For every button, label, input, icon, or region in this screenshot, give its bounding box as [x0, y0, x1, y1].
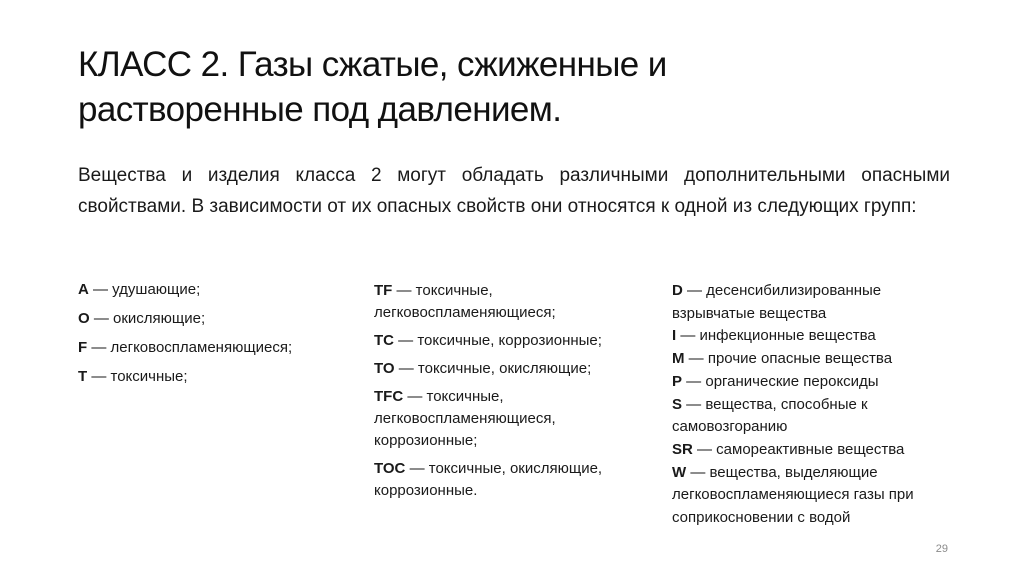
- group-description: — инфекционные вещества: [676, 327, 876, 345]
- group-column-1: [78, 280, 348, 396]
- group-description: — токсичные, легковоспламеняющиеся;: [374, 282, 556, 321]
- group-code: TC: [374, 332, 394, 349]
- group-description: — токсичные, окисляющие, коррозионные.: [374, 460, 603, 499]
- group-description: — самореактивные вещества: [692, 440, 905, 458]
- group-code: TO: [374, 360, 395, 377]
- group-code: F: [78, 339, 88, 356]
- slide-title: [78, 42, 958, 132]
- group-code: M: [672, 350, 685, 368]
- group-code: P: [672, 372, 683, 390]
- group-code: TF: [374, 282, 393, 299]
- group-item-tf: [374, 280, 654, 324]
- group-code: TFC: [374, 388, 404, 405]
- group-description: — органические пероксиды: [682, 372, 879, 390]
- group-description: — удушающие;: [88, 281, 201, 298]
- page-number: 29: [935, 543, 948, 555]
- group-item-sr: [672, 439, 962, 462]
- group-item-toc: [374, 458, 654, 502]
- group-item-w: [672, 462, 962, 530]
- group-item-t: [78, 367, 348, 387]
- group-item-m: [672, 348, 962, 371]
- group-item-d: [672, 280, 962, 325]
- group-column-3: [672, 280, 962, 530]
- group-item-to: [374, 358, 654, 380]
- group-item-s: [672, 394, 962, 439]
- group-item-a: [78, 280, 348, 300]
- group-description: — прочие опасные вещества: [684, 350, 893, 368]
- group-item-p: [672, 371, 962, 394]
- group-description: — вещества, способные к самовозгоранию: [672, 395, 868, 436]
- group-description: — токсичные;: [87, 368, 188, 385]
- group-item-f: [78, 338, 348, 358]
- group-code: SR: [672, 440, 693, 458]
- group-column-2: [374, 280, 654, 508]
- group-item-i: [672, 325, 962, 348]
- group-code: TOC: [374, 460, 406, 477]
- group-description: — вещества, выделяющие легковоспламеняющиеся газы при соприкосновении с водой: [672, 463, 914, 527]
- group-description: — окисляющие;: [89, 310, 206, 327]
- group-description: — токсичные, коррозионные;: [394, 332, 602, 349]
- group-code: D: [672, 282, 683, 299]
- group-code: A: [78, 281, 89, 298]
- group-description: — легковоспламеняющиеся;: [87, 339, 293, 356]
- group-code: O: [78, 310, 90, 327]
- group-item-o: [78, 309, 348, 329]
- intro-paragraph: Вещества и изделия класса 2 могут обладать различными дополнительными опасными свойствами. В зависимости от их опасных свойств они относятся к одной из следующих групп:: [78, 165, 950, 217]
- group-description: — токсичные, окисляющие;: [394, 360, 592, 377]
- slide-title-line-2: растворенные под давлением.: [78, 90, 562, 129]
- group-description: — токсичные, легковоспламеняющиеся, коррозионные;: [374, 388, 556, 449]
- group-code: I: [672, 327, 677, 345]
- slide-title-line-1: КЛАСС 2. Газы сжатые, сжиженные и: [78, 45, 667, 84]
- group-item-tfc: [374, 386, 654, 452]
- group-code: W: [672, 463, 687, 481]
- group-item-tc: [374, 330, 654, 352]
- group-code: S: [672, 395, 683, 413]
- group-description: — десенсибилизированные взрывчатые вещества: [672, 282, 882, 322]
- group-code: T: [78, 368, 88, 385]
